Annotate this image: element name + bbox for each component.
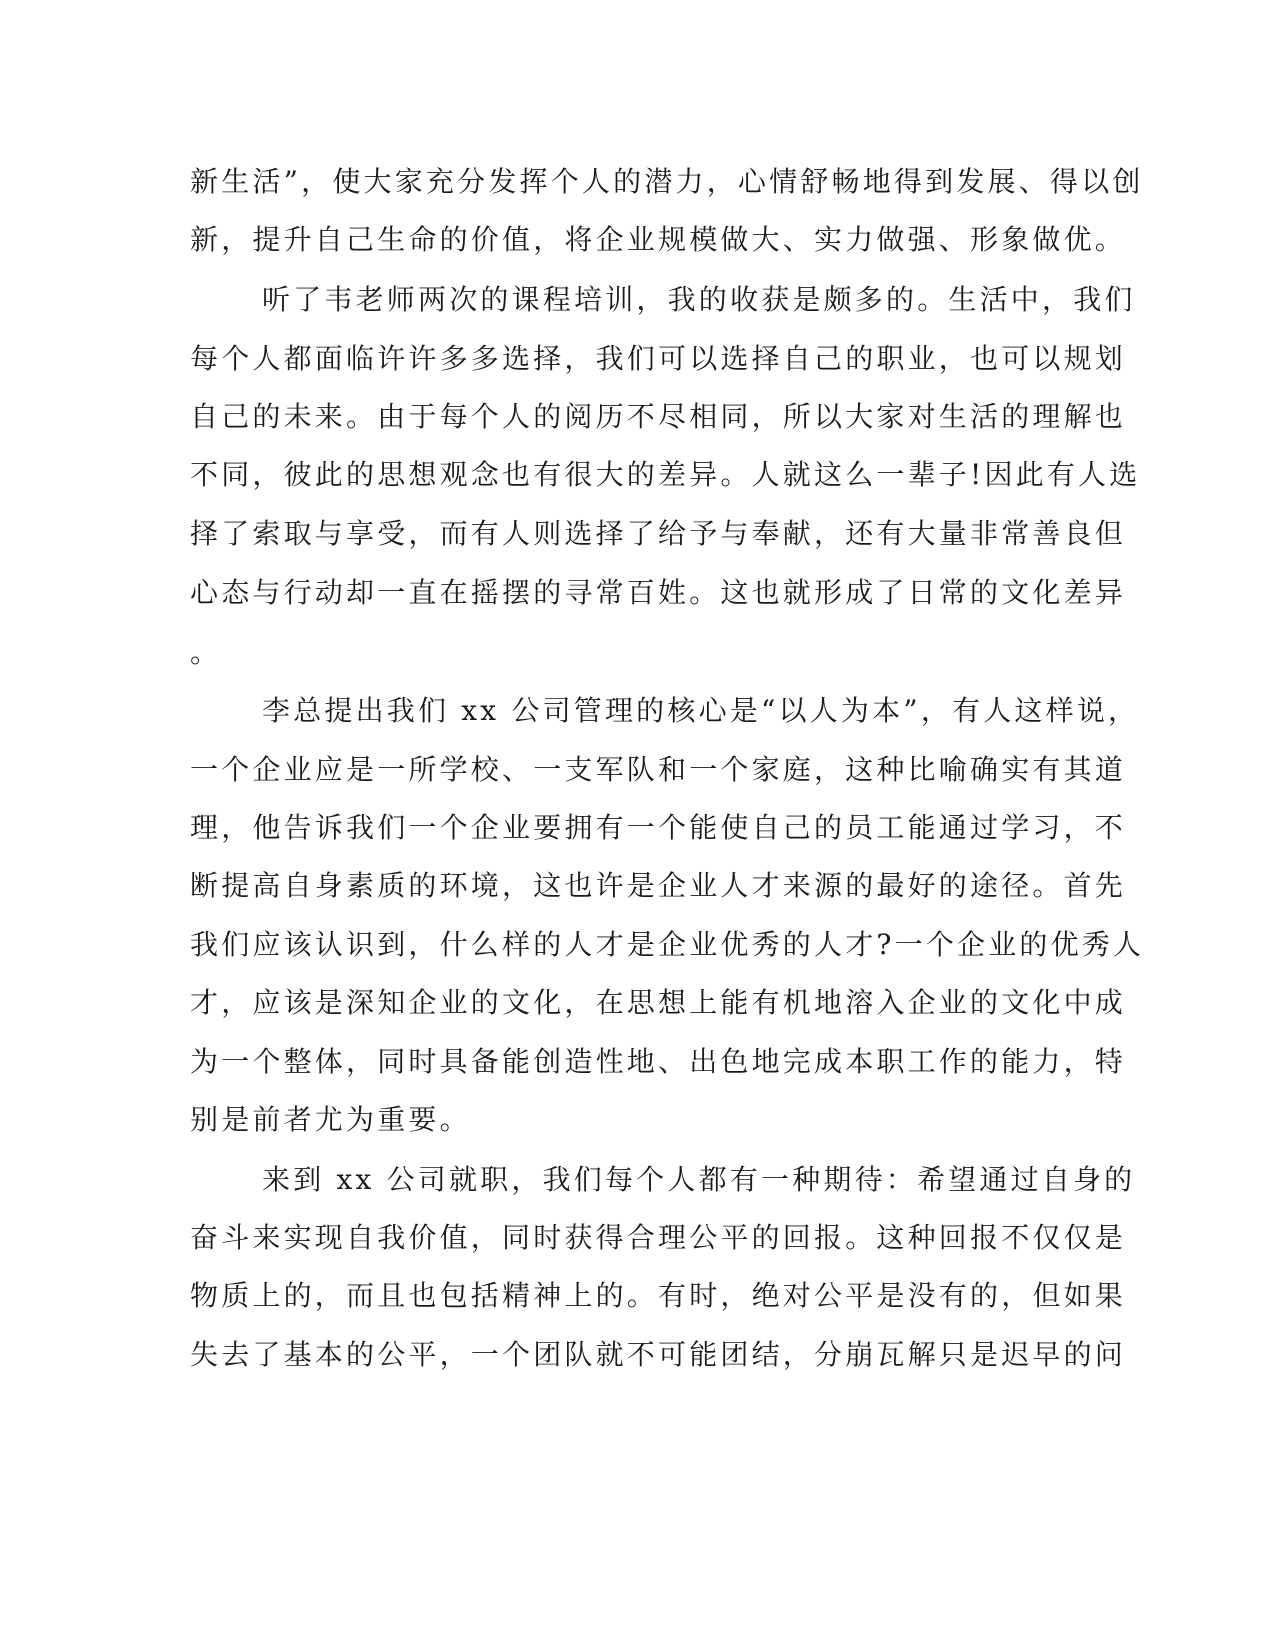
text-line: 新生活”，使大家充分发挥个人的潜力，心情舒畅地得到发展、得以创 xyxy=(190,165,1144,198)
paragraph-first-line: 李总提出我们 xx 公司管理的核心是“以人为本”，有人这样说， xyxy=(262,694,1140,727)
text-line: 失去了基本的公平，一个团队就不可能团结，分崩瓦解只是迟早的问 xyxy=(190,1338,1127,1371)
text-line: 一个企业应是一所学校、一支军队和一个家庭，这种比喻确实有其道 xyxy=(190,753,1127,786)
text-line: 才，应该是深知企业的文化，在思想上能有机地溶入企业的文化中成 xyxy=(190,986,1127,1019)
text-line: 自己的未来。由于每个人的阅历不尽相同，所以大家对生活的理解也 xyxy=(190,400,1127,433)
text-line: 物质上的，而且也包括精神上的。有时，绝对公平是没有的，但如果 xyxy=(190,1279,1127,1312)
paragraph-first-line: 来到 xx 公司就职，我们每个人都有一种期待：希望通过自身的 xyxy=(262,1163,1136,1196)
text-line: 。 xyxy=(190,636,222,669)
text-line: 每个人都面临许许多多选择，我们可以选择自己的职业，也可以规划 xyxy=(190,342,1127,375)
text-line: 心态与行动却一直在摇摆的寻常百姓。这也就形成了日常的文化差异 xyxy=(190,576,1127,609)
text-line: 断提高自身素质的环境，这也许是企业人才来源的最好的途径。首先 xyxy=(190,869,1127,902)
text-line: 不同，彼此的思想观念也有很大的差异。人就这么一辈子!因此有人选 xyxy=(190,458,1141,491)
paragraph-first-line: 听了韦老师两次的课程培训，我的收获是颇多的。生活中，我们 xyxy=(262,283,1136,316)
text-line: 理，他告诉我们一个企业要拥有一个能使自己的员工能通过学习，不 xyxy=(190,811,1127,844)
text-line: 我们应该认识到，什么样的人才是企业优秀的人才?一个企业的优秀人 xyxy=(190,928,1145,961)
text-line: 别是前者尤为重要。 xyxy=(190,1103,471,1136)
text-line: 择了索取与享受，而有人则选择了给予与奉献，还有大量非常善良但 xyxy=(190,517,1127,550)
text-line: 为一个整体，同时具备能创造性地、出色地完成本职工作的能力，特 xyxy=(190,1045,1127,1078)
text-line: 新，提升自己生命的价值，将企业规模做大、实力做强、形象做优。 xyxy=(190,223,1127,256)
text-line: 奋斗来实现自我价值，同时获得合理公平的回报。这种回报不仅仅是 xyxy=(190,1221,1127,1254)
